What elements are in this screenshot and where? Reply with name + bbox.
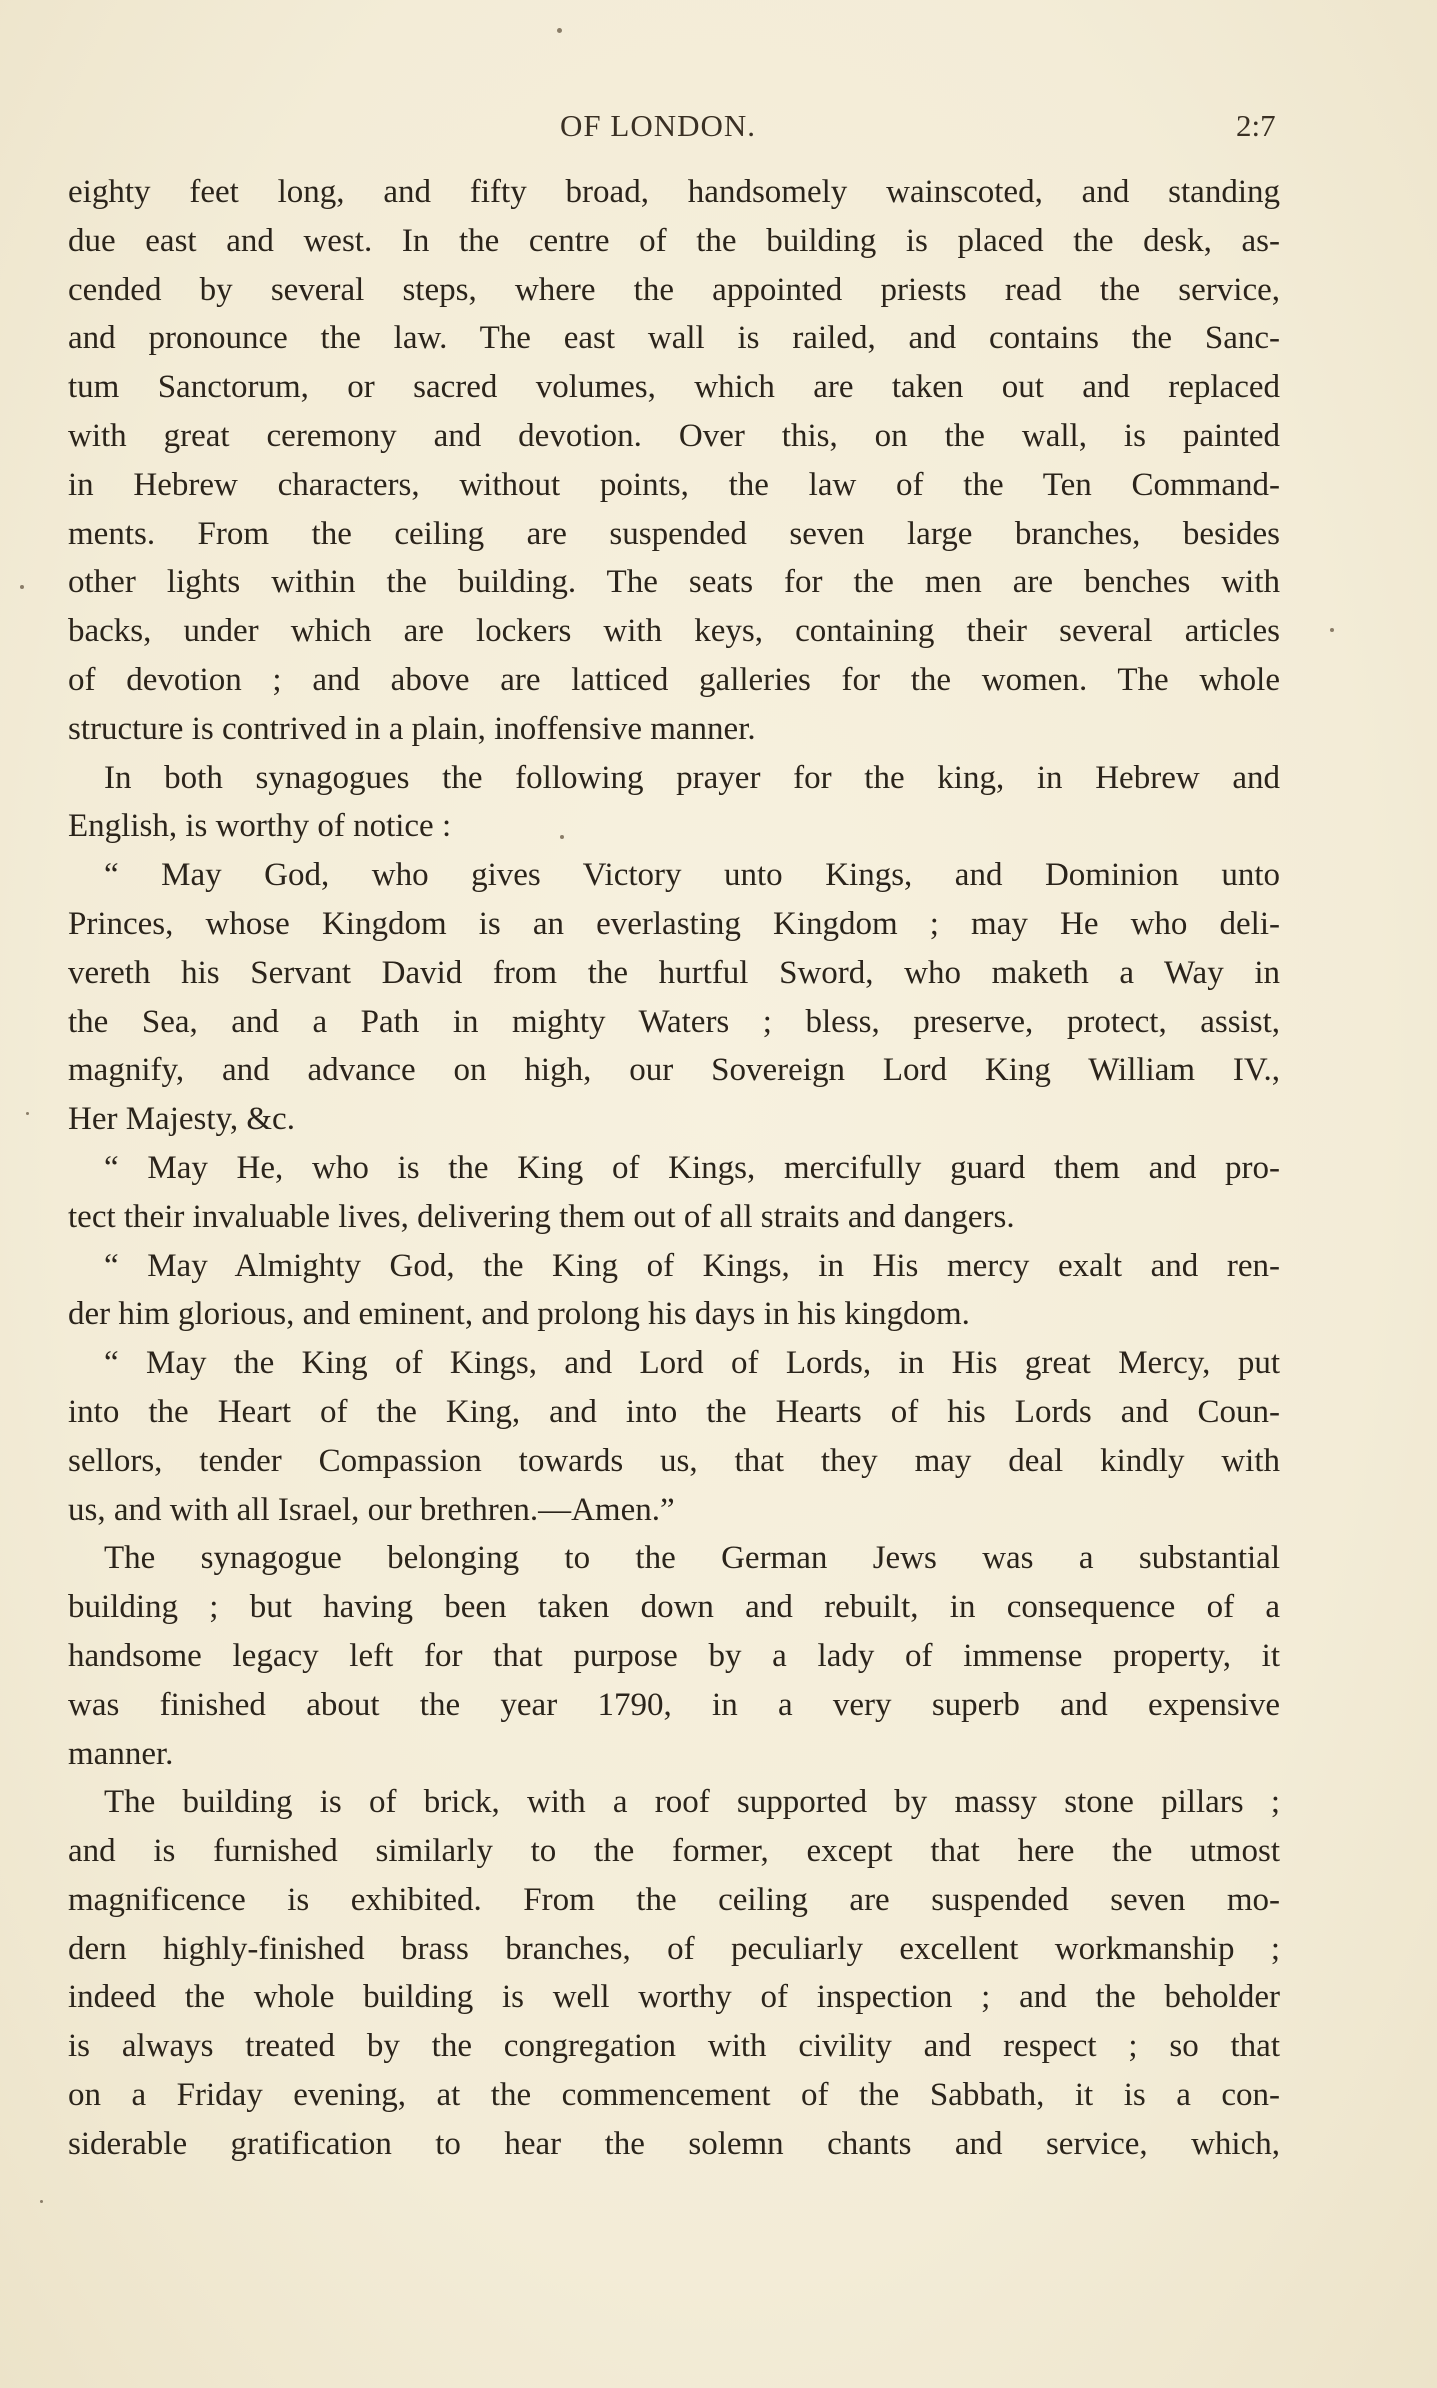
text-line: building ; but having been taken down and rebuilt, in consequence of a xyxy=(68,1589,1280,1626)
page-number: 2:7 xyxy=(1236,108,1276,143)
text-line: due east and west. In the centre of the building is placed the desk, as- xyxy=(68,222,1280,259)
text-line: siderable gratification to hear the solemn chants and service, which, xyxy=(68,2125,1280,2162)
text-line: with great ceremony and devotion. Over this, on the wall, is painted xyxy=(68,417,1280,454)
text-line: “ May Almighty God, the King of Kings, in His mercy exalt and ren- xyxy=(104,1247,1280,1284)
text-line: handsome legacy left for that purpose by a lady of immense property, it xyxy=(68,1637,1280,1674)
text-line: was finished about the year 1790, in a very superb and expensive xyxy=(68,1686,1280,1723)
text-line: backs, under which are lockers with keys, containing their several articles xyxy=(68,613,1280,650)
text-line: “ May He, who is the King of Kings, mercifully guard them and pro- xyxy=(104,1149,1280,1186)
body-text xyxy=(68,168,1280,2169)
text-line: in Hebrew characters, without points, the law of the Ten Command- xyxy=(68,466,1280,503)
text-line: cended by several steps, where the appointed priests read the service, xyxy=(68,271,1280,308)
text-line: vereth his Servant David from the hurtful Sword, who maketh a Way in xyxy=(68,954,1280,991)
text-line: magnificence is exhibited. From the ceiling are suspended seven mo- xyxy=(68,1881,1280,1918)
text-line: into the Heart of the King, and into the Hearts of his Lords and Coun- xyxy=(68,1393,1280,1430)
paper-speck xyxy=(1330,628,1334,632)
text-line: and is furnished similarly to the former, except that here the utmost xyxy=(68,1833,1280,1870)
text-line: The building is of brick, with a roof supported by massy stone pillars ; xyxy=(104,1784,1280,1821)
text-line: and pronounce the law. The east wall is railed, and contains the Sanc- xyxy=(68,320,1280,357)
text-line: English, is worthy of notice : xyxy=(68,808,452,845)
text-line: indeed the whole building is well worthy of inspection ; and the beholder xyxy=(68,1979,1280,2016)
text-line: The synagogue belonging to the German Jews was a substantial xyxy=(104,1540,1280,1577)
paper-speck xyxy=(26,1112,29,1115)
text-line: Her Majesty, &c. xyxy=(68,1101,295,1138)
paper-speck xyxy=(560,835,564,839)
text-line: of devotion ; and above are latticed galleries for the women. The whole xyxy=(68,661,1280,698)
text-line: eighty feet long, and fifty broad, handsomely wainscoted, and standing xyxy=(68,174,1280,210)
text-line: tect their invaluable lives, delivering them out of all straits and dangers. xyxy=(68,1198,1015,1235)
text-line: other lights within the building. The seats for the men are benches with xyxy=(68,564,1280,601)
text-line: “ May the King of Kings, and Lord of Lords, in His great Mercy, put xyxy=(104,1345,1280,1382)
text-line: is always treated by the congregation with civility and respect ; so that xyxy=(68,2028,1280,2065)
text-line: tum Sanctorum, or sacred volumes, which are taken out and replaced xyxy=(68,369,1280,406)
text-line: the Sea, and a Path in mighty Waters ; bless, preserve, protect, assist, xyxy=(68,1003,1280,1040)
text-line: sellors, tender Compassion towards us, that they may deal kindly with xyxy=(68,1442,1280,1479)
paper-speck xyxy=(40,2200,43,2203)
text-line: In both synagogues the following prayer for the king, in Hebrew and xyxy=(104,759,1280,796)
text-line: ments. From the ceiling are suspended seven large branches, besides xyxy=(68,515,1280,552)
text-line: Princes, whose Kingdom is an everlasting Kingdom ; may He who deli- xyxy=(68,905,1280,942)
text-line: magnify, and advance on high, our Sovereign Lord King William IV., xyxy=(68,1052,1280,1089)
text-line: manner. xyxy=(68,1735,174,1772)
text-line: dern highly-finished brass branches, of peculiarly excellent workmanship ; xyxy=(68,1930,1280,1967)
paper-speck xyxy=(557,28,562,33)
text-line: structure is contrived in a plain, inoffensive manner. xyxy=(68,710,756,747)
text-line: us, and with all Israel, our brethren.—Amen.” xyxy=(68,1491,675,1528)
paper-speck xyxy=(20,585,24,589)
text-line: “ May God, who gives Victory unto Kings, and Dominion unto xyxy=(104,857,1280,894)
running-head: OF LONDON. xyxy=(560,108,756,143)
text-line: der him glorious, and eminent, and prolong his days in his kingdom. xyxy=(68,1296,970,1333)
text-line: on a Friday evening, at the commencement of the Sabbath, it is a con- xyxy=(68,2077,1280,2114)
